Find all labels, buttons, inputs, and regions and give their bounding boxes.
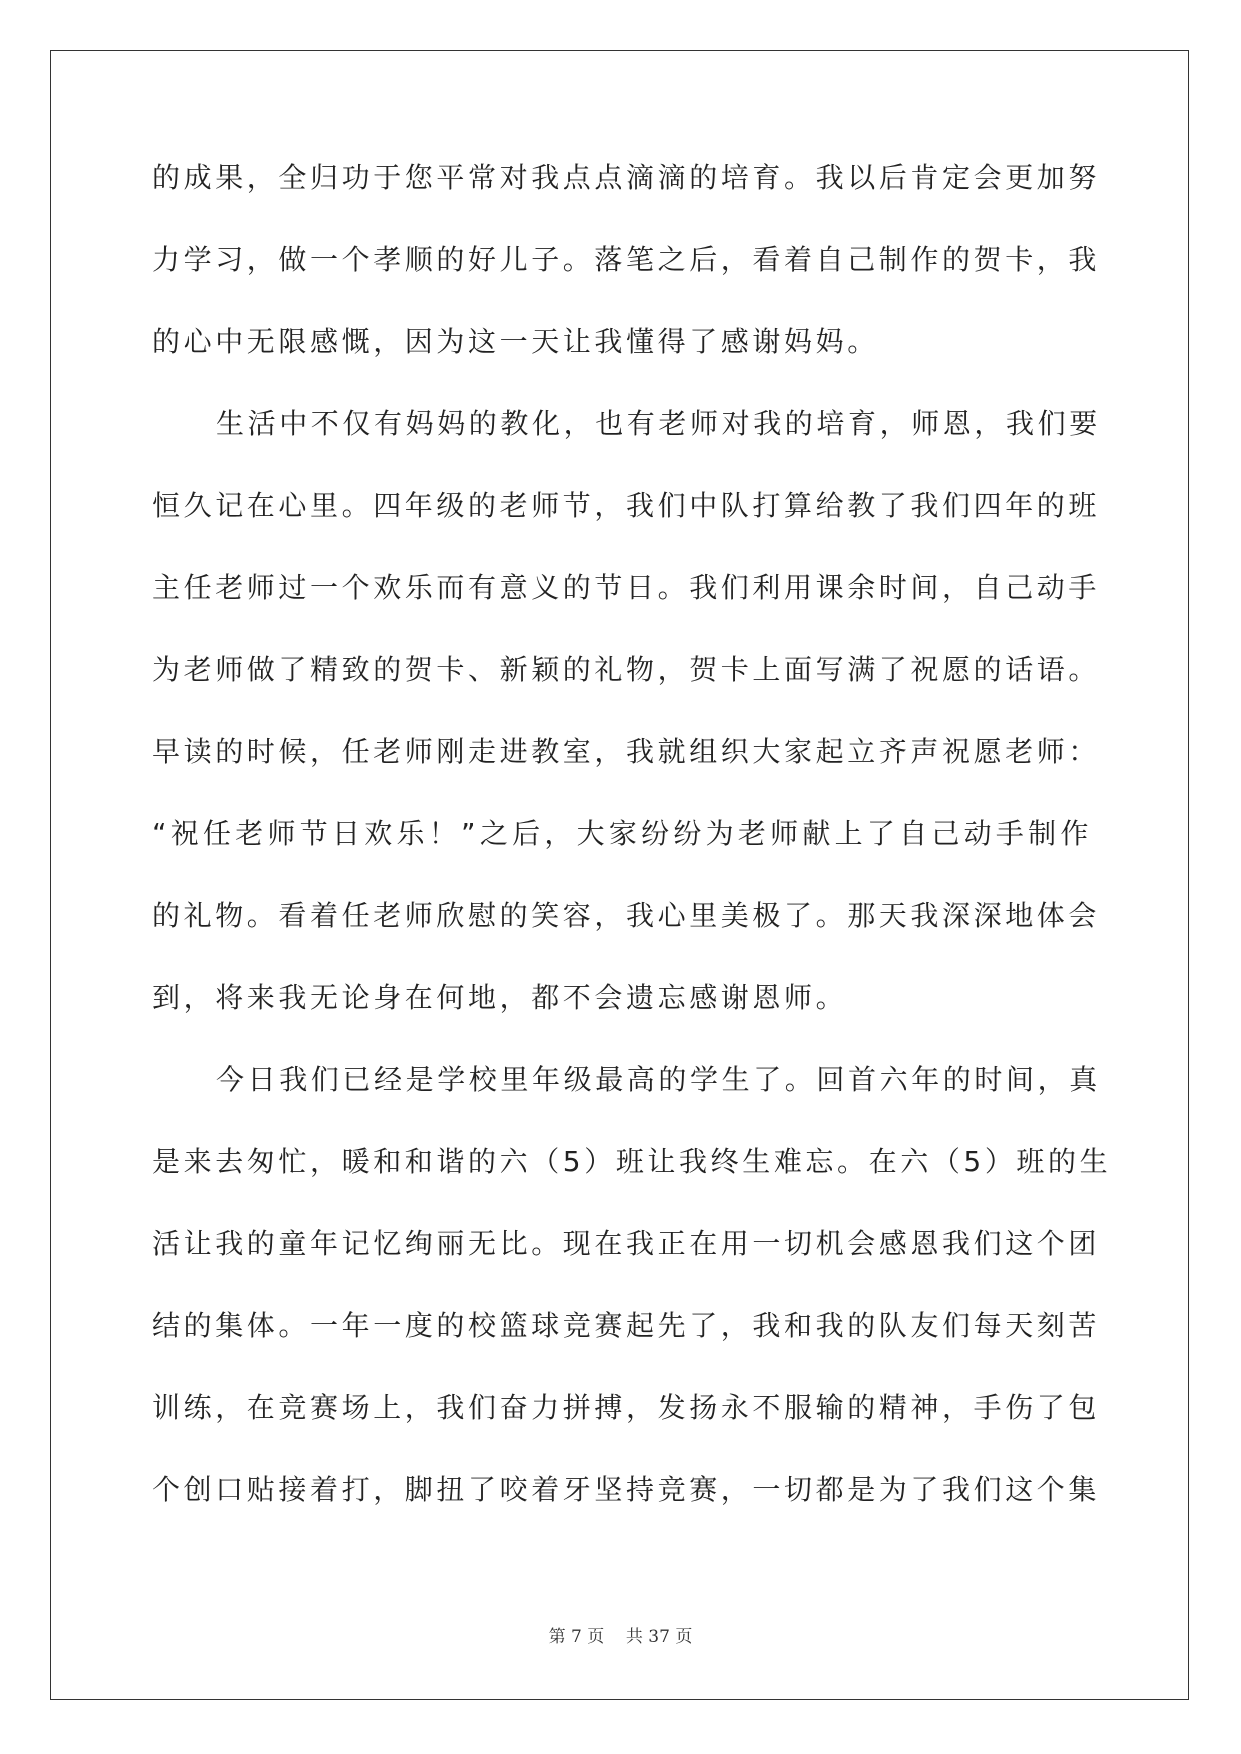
text-line: 的成果，全归功于您平常对我点点滴滴的培育。我以后肯定会更加努 (152, 161, 1101, 194)
text-line: 到，将来我无论身在何地，都不会遗忘感谢恩师。 (152, 981, 848, 1014)
text-line: “祝任老师节日欢乐！”之后，大家纷纷为老师献上了自己动手制作 (152, 817, 1092, 850)
text-line: 为老师做了精致的贺卡、新颖的礼物，贺卡上面写满了祝愿的话语。 (152, 653, 1101, 686)
document-body (152, 158, 1112, 1552)
text-line: 的礼物。看着任老师欣慰的笑容，我心里美极了。那天我深深地体会 (152, 899, 1101, 932)
text-line: 力学习，做一个孝顺的好儿子。落笔之后，看着自己制作的贺卡，我 (152, 243, 1101, 276)
text-line: 生活中不仅有妈妈的教化，也有老师对我的培育，师恩，我们要 (216, 407, 1101, 440)
text-line: 活让我的童年记忆绚丽无比。现在我正在用一切机会感恩我们这个团 (152, 1227, 1101, 1260)
text-line: 训练，在竞赛场上，我们奋力拼搏，发扬永不服输的精神，手伤了包 (152, 1391, 1101, 1424)
text-line: 早读的时候，任老师刚走进教室，我就组织大家起立齐声祝愿老师： (152, 735, 1101, 768)
text-line: 个创口贴接着打，脚扭了咬着牙坚持竞赛，一切都是为了我们这个集 (152, 1473, 1101, 1506)
text-line: 的心中无限感慨，因为这一天让我懂得了感谢妈妈。 (152, 325, 879, 358)
page-number: 第 7 页 共 37 页 (548, 1627, 693, 1647)
text-line: 主任老师过一个欢乐而有意义的节日。我们利用课余时间，自己动手 (152, 571, 1101, 604)
text-line: 结的集体。一年一度的校篮球竞赛起先了，我和我的队友们每天刻苦 (152, 1309, 1101, 1342)
text-line: 恒久记在心里。四年级的老师节，我们中队打算给教了我们四年的班 (152, 489, 1101, 522)
text-line: 是来去匆忙，暖和和谐的六（5）班让我终生难忘。在六（5）班的生 (152, 1145, 1112, 1178)
text-line: 今日我们已经是学校里年级最高的学生了。回首六年的时间，真 (216, 1063, 1101, 1096)
